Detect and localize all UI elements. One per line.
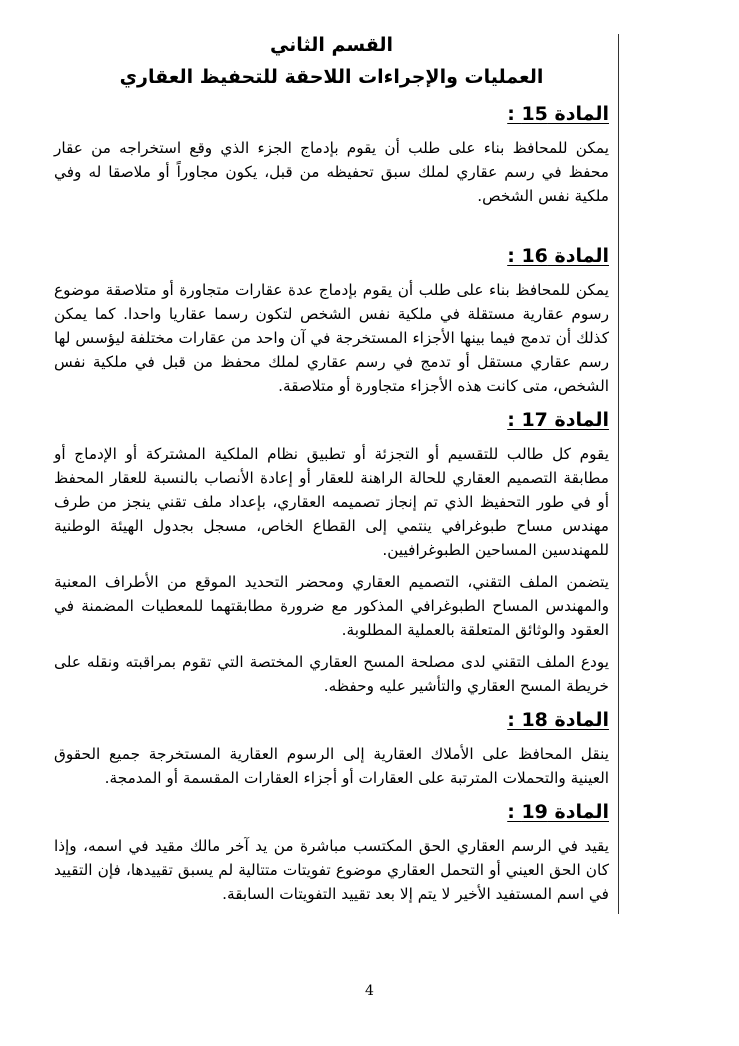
margin-rule [618,34,619,914]
page-number: 4 [365,983,374,999]
article-19 [54,798,609,906]
article-paragraph: يتضمن الملف التقني، التصميم العقاري ومحضر التحديد الموقع من الأطراف المعنية والمهندس المساح الطبوغرافي المذكور مع ضرورة مطابقتهما للمعطيات المضمنة في العقود والوثائق المتعلقة بالعملية المطلوبة. [54,573,609,639]
article-paragraph: يودع الملف التقني لدى مصلحة المسح العقاري المختصة التي تقوم بمراقبته ونقله على خريطة المسح العقاري والتأشير عليه وحفظه. [54,653,609,695]
article-paragraph: ينقل المحافظ على الأملاك العقارية إلى الرسوم العقارية المستخرجة جميع الحقوق العينية والتحملات المترتبة على العقارات أو أجزاء العقارات المقسمة أو المدمجة. [54,745,609,787]
article-paragraph: يمكن للمحافظ بناء على طلب أن يقوم بإدماج عدة عقارات متجاورة أو متلاصقة موضوع رسوم عقارية مستقلة في ملكية نفس الشخص لتكون رسما عقاريا واحدا. كما يمكن كذلك أن تدمج فيما بينها الأجزاء المستخرجة في آن واحد من عقارات مختلفة ليؤسس لها رسم عقاري مستقل أو تدمج في رسم عقاري لملك محفظ من قبل في ملكية نفس الشخص، متى كانت هذه الأجزاء متجاورة أو متلاصقة. [54,281,609,395]
article-paragraph: يقوم كل طالب للتقسيم أو التجزئة أو تطبيق نظام الملكية المشتركة أو الإدماج أو مطابقة التصميم العقاري للحالة الراهنة للعقار أو إعادة الأنصاب بالنسبة للعقار المحفظ أو في طور التحفيظ الذي تم إنجاز تصميمه العقاري، بإعداد ملف تقني ينجز من طرف مهندس مساح طبوغرافي ينتمي إلى القطاع الخاص، مسجل بجدول الهيئة الوطنية للمهندسين المساحين الطبوغرافيين. [54,445,609,559]
article-18 [54,706,609,790]
article-15 [54,100,609,208]
article-paragraph: يمكن للمحافظ بناء على طلب أن يقوم بإدماج الجزء الذي وقع استخراجه من عقار محفظ في رسم عقاري لملك سبق تحفيظه من قبل، يكون مجاوراً أو ملاصقا له وفي ملكية نفس الشخص. [54,139,609,205]
section-subtitle: العمليات والإجراءات اللاحقة للتحفيظ العقاري [119,66,544,88]
article-heading: المادة 15 : [507,103,609,125]
article-heading: المادة 18 : [507,709,609,731]
section-title: القسم الثاني [269,34,394,56]
article-heading: المادة 19 : [507,801,609,823]
article-16 [54,242,609,398]
article-heading: المادة 17 : [507,409,609,431]
article-heading: المادة 16 : [507,245,609,267]
document-body [54,30,609,914]
article-paragraph: يقيد في الرسم العقاري الحق المكتسب مباشرة من يد آخر مالك مقيد في اسمه، وإذا كان الحق العيني أو التحمل العقاري موضوع تفويتات متتالية لم يسبق تقييدها، فإن التقييد في اسم المستفيد الأخير لا يتم إلا بعد تقييد التفويتات السابقة. [54,837,609,903]
article-17 [54,406,609,698]
